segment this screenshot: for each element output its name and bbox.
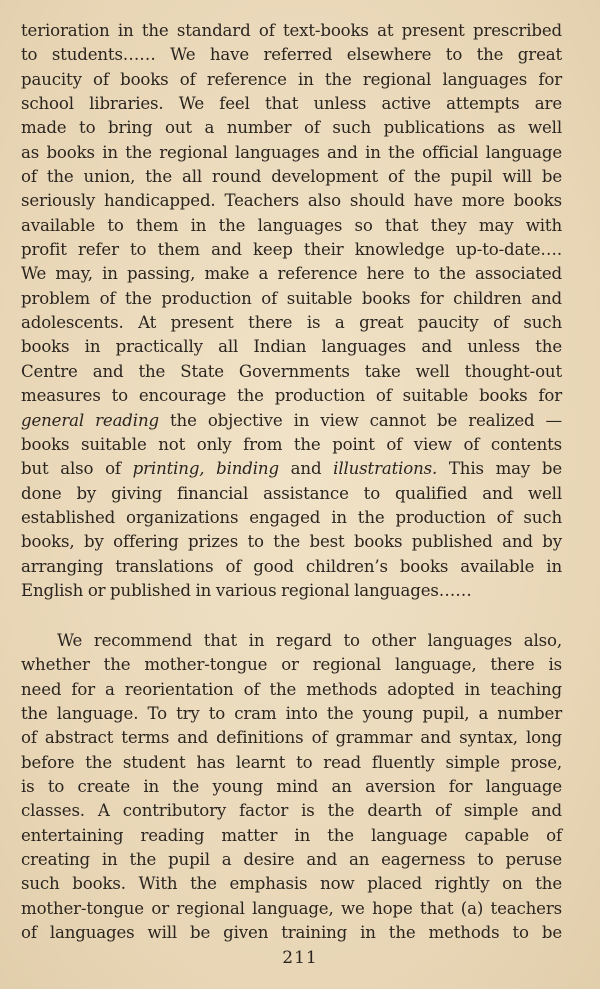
text-line [21,457,562,481]
italic-phrase: illustrations. [333,459,438,479]
text-line: whether the mother-tongue or regional language, there is [21,655,562,675]
text-line: such books. With the emphasis now placed rightly on the [21,874,562,894]
paragraph [21,19,562,603]
italic-phrase: printing, binding [132,459,279,479]
line-text: but also of [21,459,133,479]
text-line: profit refer to them and keep their knowledge up-to-date…. [21,240,562,260]
text-line: made to bring out a number of such publications as well [21,118,562,138]
text-line: school libraries. We feel that unless active attempts are [21,94,562,114]
text-line: books suitable not only from the point of view of contents [21,434,562,454]
text-line: to students…… We have referred elsewhere to the great [21,45,562,65]
text-line: before the student has learnt to read fluently simple prose, [21,752,562,772]
text-line: adolescents. At present there is a great paucity of such [21,313,562,333]
text-line: of languages will be given training in the methods to be [21,923,562,943]
text-line: Centre and the State Governments take well thought-out [21,361,562,381]
text-line: paucity of books of reference in the regional languages for [21,69,562,89]
text-line: arranging translations of good children’s books available in [21,556,562,576]
text-line: is to create in the young mind an aversion for language [21,777,562,797]
line-text: the objective in view cannot be realized — [158,410,562,430]
text-line: classes. A contributory factor is the dearth of simple and [21,801,562,821]
line-text: and [278,459,334,479]
text-line: We recommend that in regard to other languages also, [57,631,562,650]
text-line: measures to encourage the production of suitable books for [21,386,562,406]
text-line: problem of the production of suitable books for children and [21,288,562,308]
text-line: creating in the pupil a desire and an eagerness to peruse [21,850,562,870]
text-line: need for a reorientation of the methods adopted in teaching [21,679,562,699]
text-line: We may, in passing, make a reference here to the associated [21,264,562,284]
text-line: mother-tongue or regional language, we hope that (a) teachers [21,898,562,918]
text-line: the language. To try to cram into the young pupil, a number [21,704,562,724]
italic-phrase: general reading [21,410,159,430]
text-line: available to them in the languages so that they may with [21,215,562,235]
text-line: books, by offering prizes to the best books published and by [21,532,562,552]
line-text: This may be [437,459,562,479]
text-line: as books in the regional languages and in the official language [21,142,562,162]
text-line: books in practically all Indian languages and unless the [21,337,562,357]
text-line [21,409,562,433]
text-line: English or published in various regional languages…… [21,580,472,600]
text-line: entertaining reading matter in the language capable of [21,825,562,845]
text-line: seriously handicapped. Teachers also should have more books [21,191,562,211]
text-line: terioration in the standard of text-books at present prescribed [21,21,562,40]
text-line: established organizations engaged in the production of such [21,507,562,527]
text-line: of abstract terms and definitions of grammar and syntax, long [21,728,562,748]
paragraph [21,629,562,945]
text-line: of the union, the all round development of the pupil will be [21,167,562,187]
text-line: done by giving financial assistance to qualified and well [21,483,562,503]
page-number: 211 [282,948,318,968]
